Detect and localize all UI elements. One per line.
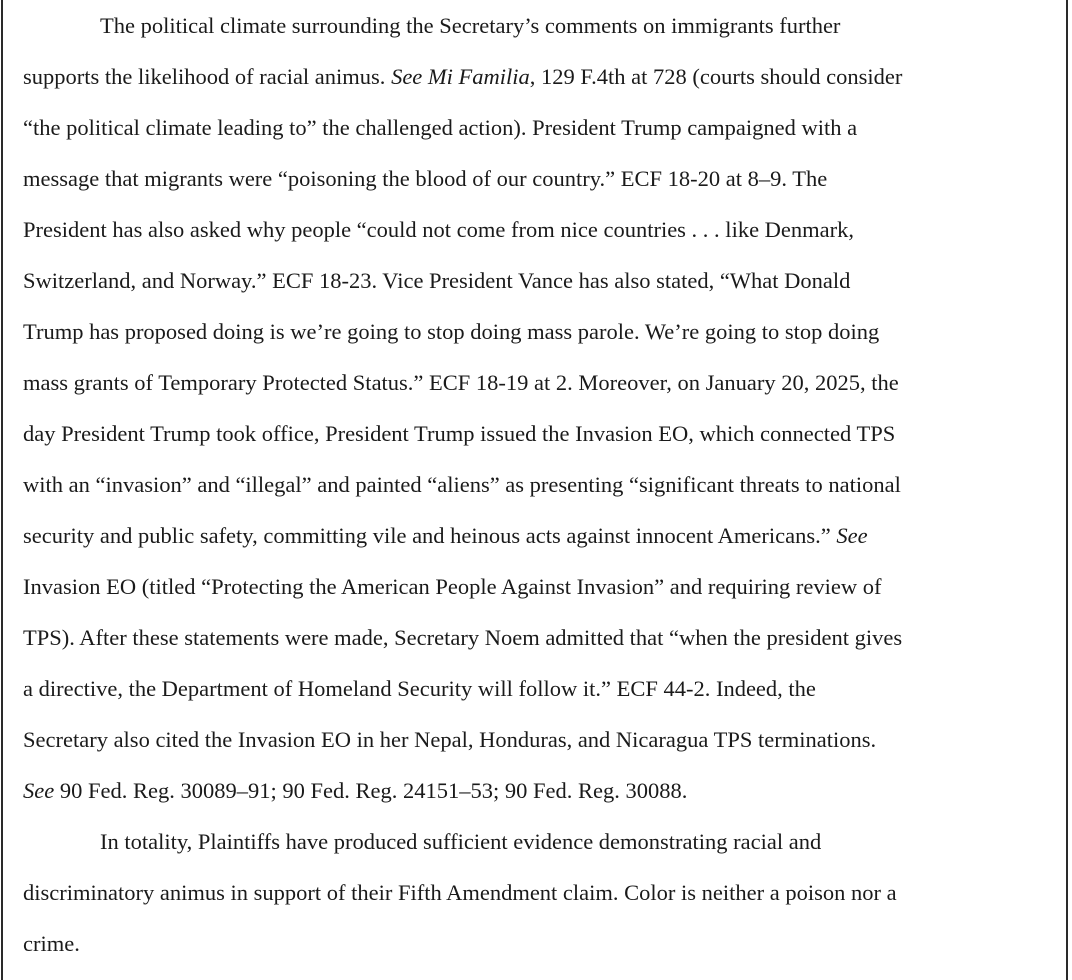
text-line [23,268,850,294]
signal-see: See [836,523,868,548]
text-run: Switzerland, and Norway.” ECF 18-23. Vice President Vance has also stated, “What Donald [23,268,851,293]
text-run: with an “invasion” and “illegal” and painted “aliens” as presenting “significant threats to national [23,472,901,497]
text-run: message that migrants were “poisoning the blood of our country.” ECF 18-20 at 8–9. The [23,166,828,191]
text-run: Trump has proposed doing is we’re going to stop doing mass parole. We’re going to stop doing [23,319,880,344]
text-run: discriminatory animus in support of their Fifth Amendment claim. Color is neither a poison nor a [23,880,897,905]
text-line [23,472,901,498]
text-run: Invasion EO (titled “Protecting the American People Against Invasion” and requiring review of [23,574,882,599]
text-line [23,115,857,141]
text-run: a directive, the Department of Homeland Security will follow it.” ECF 44-2. Indeed, the [23,676,816,701]
text-run: crime. [23,931,80,956]
text-line [23,880,897,906]
text-line [23,625,902,651]
text-run: , 129 F.4th at 728 (courts should consider [529,64,903,89]
text-run: The political climate surrounding the Secretary’s comments on immigrants further [100,13,841,38]
text-run: mass grants of Temporary Protected Status.” ECF 18-19 at 2. Moreover, on January 20, 2025, the [23,370,899,395]
text-line [23,574,882,600]
text-run: Secretary also cited the Invasion EO in her Nepal, Honduras, and Nicaragua TPS terminations. [23,727,877,752]
case-citation: See Mi Familia [391,64,530,89]
text-line [23,931,80,957]
text-line [23,523,868,549]
text-run: President has also asked why people “could not come from nice countries . . . like Denmark, [23,217,855,242]
text-line [23,778,687,804]
text-run: “the political climate leading to” the challenged action). President Trump campaigned with a [23,115,858,140]
text-line [100,829,821,855]
text-run: 90 Fed. Reg. 30089–91; 90 Fed. Reg. 24151–53; 90 Fed. Reg. 30088. [54,778,688,803]
text-line [23,64,902,90]
text-line [100,13,840,39]
text-line [23,319,879,345]
text-line [23,370,899,396]
text-run: security and public safety, committing vile and heinous acts against innocent Americans.” [23,523,837,548]
text-line [23,421,895,447]
text-line [23,727,876,753]
text-run: day President Trump took office, President Trump issued the Invasion EO, which connected TPS [23,421,896,446]
text-line [23,676,816,702]
text-run: In totality, Plaintiffs have produced sufficient evidence demonstrating racial and [100,829,822,854]
text-run: supports the likelihood of racial animus. [23,64,392,89]
document-page [1,0,1068,980]
text-line [23,166,827,192]
text-line [23,217,854,243]
signal-see: See [23,778,55,803]
text-run: TPS). After these statements were made, Secretary Noem admitted that “when the president gives [23,625,903,650]
